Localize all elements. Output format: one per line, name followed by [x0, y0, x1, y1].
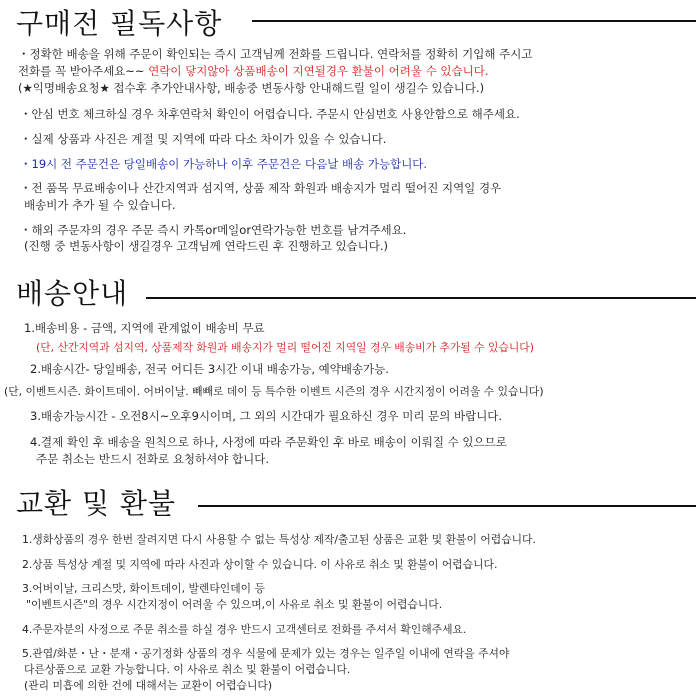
shipping-item-4-line1: 4.결제 확인 후 배송을 원칙으로 하나, 사정에 따라 주문확인 후 바로 배송이 이뤄질 수 있으므로 [30, 435, 507, 449]
exchange-item-3-line1: 3.어버이날, 크리스맛, 화이트데이, 발렌타인데이 등 [22, 582, 265, 595]
exchange-item-5-line3: (관리 미흡에 의한 건에 대해서는 교환이 어렵습니다) [24, 679, 273, 692]
precaution-3: ・실제 상품과 사진은 계절 및 지역에 따라 다소 차이가 있을 수 있습니다. [20, 132, 387, 146]
precaution-1-warning: 연락이 닿지않아 상품배송이 지연될경우 환불이 어려울 수 있습니다. [148, 64, 489, 78]
precaution-5-line1: ・전 품목 무료배송이나 산간지역과 섬지역, 상품 제작 화원과 배송지가 멀리 떨어진 지역일 경우 [20, 181, 502, 195]
exchange-item-2: 2.상품 특성상 계절 및 지역에 따라 사진과 상이할 수 있습니다. 이 사유로 취소 및 환불이 어렵습니다. [22, 558, 498, 571]
precaution-1-line1: ・정확한 배송을 위해 주문이 확인되는 즉시 고객님께 전화를 드립니다. 연락처를 정확히 기입해 주시고 [18, 47, 533, 61]
precaution-6-line1: ・해외 주문자의 경우 주문 즉시 카톡or메일or연락가능한 번호를 남겨주세요. [20, 223, 407, 237]
precaution-1-line3: (★익명배송요청★ 접수후 추가안내사항, 배송중 변동사항 안내해드릴 일이 생길수 있습니다.) [18, 81, 485, 95]
precaution-5-line2: 배송비가 추가 될 수 있습니다. [24, 198, 176, 212]
shipping-divider [146, 297, 696, 299]
precautions-title: 구매전 필독사항 [16, 7, 223, 40]
precaution-2: ・안심 번호 체크하실 경우 차후연락처 확인이 어렵습니다. 주문시 안심번호 사용안함으로 해주세요. [20, 107, 520, 121]
shipping-item-1: 1.배송비용 - 금액, 지역에 관계없이 배송비 무료 [24, 321, 265, 335]
exchange-item-5-line1: 5.관엽/화분・난・분재・공기정화 상품의 경우 식물에 문제가 있는 경우는 일주일 이내에 연락을 주셔야 [22, 647, 510, 660]
shipping-item-2: 2.배송시간- 당일배송, 전국 어디든 3시간 이내 배송가능, 예약배송가능. [30, 362, 389, 376]
shipping-title: 배송안내 [16, 277, 129, 310]
exchange-item-4: 4.주문자분의 사정으로 주문 취소를 하실 경우 반드시 고객센터로 전화를 주셔서 확인해주세요. [22, 623, 467, 636]
precaution-6-line2: (진행 중 변동사항이 생길경우 고객님께 연락드린 후 진행하고 있습니다.) [24, 239, 389, 253]
shipping-header [0, 270, 700, 310]
shipping-item-2-note: (단, 이벤트시즌. 화이트데이. 어버이날. 빼빼로 데이 등 특수한 이벤트 시즌의 경우 시간지정이 어려울 수 있습니다) [4, 385, 544, 398]
shipping-item-3: 3.배송가능시간 - 오전8시~오후9시이며, 그 외의 시간대가 필요하신 경우 미리 문의 바랍니다. [30, 409, 503, 423]
precautions-header [0, 0, 700, 40]
precautions-divider [252, 20, 696, 22]
exchange-item-5-line2: 다른상품으로 교환 가능합니다. 이 사유로 취소 및 환불이 어렵습니다. [24, 663, 351, 676]
precaution-4: ・19시 전 주문건은 당일배송이 가능하나 이후 주문건은 다음날 배송 가능합니다. [20, 157, 428, 171]
shipping-item-1-note: (단, 산간지역과 섬지역, 상품제작 화원과 배송지가 멀리 떨어진 지역일 경우 배송비가 추가될 수 있습니다) [36, 341, 534, 354]
exchange-item-1: 1.생화상품의 경우 한번 잘려지면 다시 사용할 수 없는 특성상 제작/출고된 상품은 교환 및 환불이 어렵습니다. [22, 533, 536, 546]
exchange-item-3-line2: "이벤트시즌"의 경우 시간지정이 어려울 수 있으며,이 사유로 취소 및 환불이 어렵습니다. [26, 598, 443, 611]
exchange-divider [198, 505, 696, 507]
exchange-header [0, 480, 700, 520]
shipping-item-4-line2: 주문 취소는 반드시 전화로 요청하셔야 합니다. [36, 452, 270, 466]
precaution-1-line2 [18, 63, 489, 80]
precaution-1-line2-text: 전화를 꼭 받아주세요~~ [18, 64, 149, 78]
exchange-title: 교환 및 환불 [16, 487, 177, 520]
